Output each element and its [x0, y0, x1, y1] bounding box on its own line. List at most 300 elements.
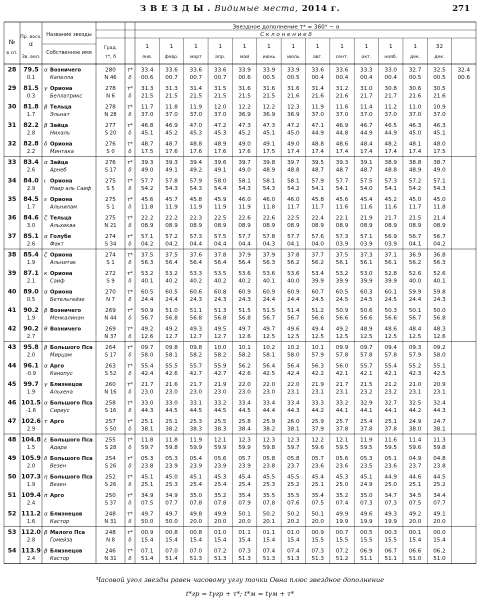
row-tau-value: 53.2 — [335, 271, 349, 278]
row-star-name: Возничего — [50, 67, 82, 74]
row-alpha: 79.5 — [23, 66, 39, 74]
row-tau-sym: τ* — [127, 345, 133, 352]
row-delta-sym: δ — [128, 204, 132, 211]
row-dec-value: 44.3 — [140, 408, 154, 415]
row-dec-value: 59.5 — [335, 445, 349, 452]
row-dec-value: 04.2 — [433, 241, 446, 248]
row-grad-dec: S 20 — [104, 130, 117, 137]
row-tau-value: 33.1 — [189, 400, 203, 407]
row-proper-name: Везен — [50, 482, 67, 489]
month-day-5: 1 — [267, 44, 271, 50]
row-tau-value: 00.8 — [189, 530, 203, 537]
row-tau-value: 30.6 — [408, 86, 422, 93]
row-tau-value: 32.9 — [360, 400, 373, 407]
row-dec-value: 49.1 — [214, 167, 227, 174]
row-tau-value: 05.6 — [335, 456, 349, 463]
row-dec-value: 48.7 — [360, 167, 373, 174]
row-dec-value: 12.5 — [335, 334, 349, 341]
row-dec-value: 15.4 — [287, 537, 300, 544]
row-dec-value: 48.8 — [384, 167, 397, 174]
row-dec-value: 21.6 — [433, 93, 446, 100]
row-dec-value: 42.5 — [433, 371, 446, 378]
row-tau-value: 45.8 — [189, 197, 203, 204]
row-dec-value: 17.4 — [335, 149, 349, 156]
row-dec-value: 25.1 — [408, 482, 422, 489]
row-proper-name: Канопус — [50, 371, 73, 378]
row-dec-value: 07.4 — [335, 500, 349, 507]
row-tau-value: 22.6 — [238, 215, 251, 222]
row-grad-tau: 274 — [105, 252, 116, 259]
row-dec-value: 04.0 — [311, 241, 324, 248]
row-tau-value: 58.1 — [238, 178, 251, 185]
row-star-name: Возничего — [50, 326, 82, 333]
row-tau-value: 35.4 — [238, 493, 251, 500]
row-number: 33 — [7, 159, 17, 167]
row-dec-value: 17.6 — [165, 149, 178, 156]
row-magnitude: -1.6 — [25, 408, 37, 415]
row-tau-value: 33.0 — [165, 400, 178, 407]
row-dec-value: 38.2 — [165, 426, 178, 433]
month-day-0: 1 — [145, 44, 149, 50]
row-tau-value: 39.6 — [214, 160, 227, 167]
row-number: 52 — [7, 510, 17, 518]
row-alpha: 81.8 — [23, 103, 39, 111]
row-grad-dec: N 31 — [104, 519, 117, 526]
row-grad-tau: 278 — [105, 86, 116, 93]
row-dec-value: 21.5 — [238, 93, 251, 100]
row-dec-value: 00.6 — [140, 75, 154, 82]
row-dec-value: 25.1 — [311, 482, 324, 489]
row-number: 34 — [7, 177, 17, 185]
row-tau-value: 58.1 — [287, 178, 300, 185]
row-magnitude: 1.9 — [26, 315, 36, 322]
row-tau-value: 20.9 — [433, 382, 446, 389]
row-dec-value: 00.7 — [189, 75, 203, 82]
row-tau-value: 35.2 — [214, 493, 227, 500]
row-tau-value: 09.8 — [189, 345, 203, 352]
row-number: 32 — [7, 140, 17, 148]
row-dec-value: 44.5 — [165, 408, 178, 415]
row-dec-value: 04.3 — [262, 241, 276, 248]
row-dec-value: 08.9 — [311, 223, 324, 230]
row-dec-value: 49.1 — [165, 167, 178, 174]
row-tau-value: 50.2 — [287, 511, 300, 518]
row-grad-tau: 248 — [105, 530, 116, 537]
row-tau-value: 45.3 — [214, 474, 227, 481]
month-name-7: авг. — [312, 55, 323, 60]
row-tau-value: 24.7 — [433, 419, 446, 426]
row-dec-value: 24.4 — [140, 297, 154, 304]
row-grad-dec: S 1 — [106, 260, 115, 267]
row-number: 37 — [7, 233, 17, 241]
row-dec-value: 42.1 — [360, 371, 373, 378]
row-tau-value: 57.3 — [335, 234, 349, 241]
row-dec-value: 07.9 — [238, 500, 251, 507]
row-dec-value: 58.1 — [165, 352, 178, 359]
row-dec-value: 51.0 — [408, 556, 422, 563]
row-dec-value: 42.4 — [287, 371, 300, 378]
row-dec-value: 23.8 — [262, 463, 276, 470]
row-dec-value: 17.6 — [214, 149, 227, 156]
row-tau-value: 33.4 — [238, 400, 251, 407]
row-tau-value: 57.1 — [433, 178, 446, 185]
row-proper-name: Бетельгейзе — [50, 297, 85, 304]
row-dec-value: 36.9 — [262, 112, 276, 119]
row-dec-value: 56.7 — [287, 315, 300, 322]
row-tau-value: 11.9 — [311, 104, 324, 111]
row-grad-tau: 269 — [105, 326, 116, 333]
row-number: 46 — [7, 399, 17, 407]
row-dec-value: 15.4 — [262, 537, 276, 544]
row-dec-value: 07.5 — [408, 500, 422, 507]
month-name-8: сент. — [335, 55, 349, 60]
row-dec-value: 15.4 — [238, 537, 251, 544]
row-dec-value: 00.5 — [287, 75, 300, 82]
row-dec-value: 07.7 — [433, 500, 446, 507]
row-bayer-symbol: α — [44, 363, 48, 370]
row-grad-dec: N 16 — [104, 389, 117, 396]
row-dec-value: 15.5 — [335, 537, 349, 544]
row-tau-value: 58.1 — [262, 178, 276, 185]
month-name-5: июнь — [262, 55, 276, 60]
row-delta-sym: δ — [128, 500, 132, 507]
row-dec-value: 15.5 — [311, 537, 324, 544]
row-magnitude: 3.0 — [26, 223, 36, 230]
row-tau-value: 57.2 — [408, 178, 422, 185]
row-dec-value: 39.9 — [360, 278, 373, 285]
row-tau-value: 59.8 — [433, 289, 446, 296]
row-star-name: Ориона — [50, 289, 73, 296]
row-tau-value: 45.0 — [433, 197, 446, 204]
row-dec-value: 11.7 — [311, 204, 324, 211]
row-dec-value: 04.4 — [189, 241, 203, 248]
row-dec-value: 00.4 — [335, 75, 349, 82]
row-tau-value: 11.9 — [189, 437, 203, 444]
col-header-magnitude: Зв. вел. — [21, 55, 41, 60]
row-tau-value: 33.2 — [335, 400, 349, 407]
row-tau-value: 33.6 — [189, 67, 203, 74]
row-dec-value: 50.0 — [165, 519, 178, 526]
row-dec-value: 15.4 — [433, 537, 446, 544]
row-tau-value: 21.7 — [140, 382, 154, 389]
row-tau-value: 12.3 — [238, 437, 251, 444]
row-tau-value: 06.6 — [408, 548, 422, 555]
row-bayer-symbol: β — [44, 345, 48, 352]
row-dec-value: 23.1 — [335, 389, 349, 396]
row-tau-value: 39.5 — [311, 160, 324, 167]
row-tau-value: 57.5 — [360, 178, 373, 185]
row-dec-value: 00.7 — [214, 75, 227, 82]
row-dec-value: 21.5 — [262, 93, 276, 100]
row-dec-value: 56.3 — [433, 260, 446, 267]
row-tau-value: 34.7 — [384, 493, 397, 500]
row-alpha: 95.8 — [23, 344, 39, 352]
row-dec-value: 08.9 — [335, 223, 349, 230]
row-dec-value: 12.5 — [311, 334, 324, 341]
row-tau-value: 25.1 — [140, 419, 154, 426]
row-dec-value: 12.7 — [189, 334, 203, 341]
row-bayer-symbol: θ — [44, 326, 48, 333]
row-tau-value: 45.6 — [140, 197, 154, 204]
row-dec-value: 56.2 — [311, 260, 324, 267]
row-tau-value: 60.7 — [311, 289, 324, 296]
row-tau-value: 45.4 — [311, 474, 324, 481]
row-tau-sym: τ* — [127, 67, 133, 74]
row-dec-value: 17.6 — [189, 149, 203, 156]
row-tau-value: 38.9 — [384, 160, 397, 167]
row-dec-value: 23.7 — [408, 463, 422, 470]
row-tau-value: 37.6 — [189, 252, 203, 259]
row-tau-value: 45.5 — [287, 474, 300, 481]
row-tau-value: 51.1 — [189, 308, 203, 315]
row-tau-value: 11.9 — [360, 437, 373, 444]
month-day-6: 1 — [291, 44, 296, 50]
row-dec-value: 56.8 — [433, 315, 446, 322]
row-dec-value: 25.3 — [165, 482, 178, 489]
row-tau-value: 01.1 — [262, 530, 276, 537]
row-tau-value: 36.9 — [408, 252, 422, 259]
row-tau-value: 22.1 — [335, 215, 349, 222]
row-tau-value: 25.8 — [238, 419, 251, 426]
row-grad-dec: N 44 — [104, 315, 117, 322]
row-tau-value: 57.7 — [238, 234, 251, 241]
row-dec-value: 40.2 — [238, 278, 251, 285]
row-dec-value: 42.1 — [384, 371, 397, 378]
row-dec-value: 58.2 — [189, 352, 203, 359]
row-proper-name: Альхена — [50, 389, 73, 396]
row-tau-value: 49.7 — [165, 511, 178, 518]
row-dec-value: 51.3 — [287, 556, 300, 563]
row-proper-name: Менкалинан — [50, 315, 85, 322]
row-proper-name: Факт — [50, 241, 64, 248]
row-tau-value: 11.9 — [189, 104, 203, 111]
row-dec-value: 24.5 — [360, 297, 373, 304]
row-tau-value: 60.9 — [287, 289, 300, 296]
row-dec-value: 54.3 — [238, 186, 251, 193]
row-dec-value: 25.4 — [214, 482, 227, 489]
row-tau-value: 55.1 — [433, 363, 446, 370]
row-dec-value: 23.0 — [262, 389, 276, 396]
row-dec-value: 15.4 — [214, 537, 227, 544]
row-dec-value: 21.5 — [140, 93, 154, 100]
row-tau-value: 45.7 — [165, 197, 178, 204]
row-tau-value: 46.3 — [433, 123, 446, 130]
row-dec-value: 12.5 — [384, 334, 397, 341]
row-grad-tau: 258 — [105, 400, 116, 407]
row-proper-name: Кастор — [50, 556, 70, 563]
row-dec-value: 07.8 — [214, 500, 227, 507]
row-delta-sym: δ — [128, 93, 132, 100]
row-dec-value: 17.6 — [238, 149, 251, 156]
row-tau-value: 50.9 — [335, 308, 349, 315]
month-name-11: дек. — [409, 55, 421, 60]
row-dec-value: 40.0 — [408, 278, 422, 285]
row-grad-dec: N 37 — [104, 334, 117, 341]
row-dec-value: 58.2 — [238, 352, 251, 359]
row-dec-value: 04.1 — [287, 241, 300, 248]
row-tau-sym: τ* — [127, 234, 133, 241]
row-dec-value: 11.7 — [287, 204, 300, 211]
row-magnitude: 0.1 — [26, 75, 36, 82]
row-delta-sym: δ — [128, 167, 132, 174]
row-number: 41 — [7, 307, 17, 315]
row-tau-value: 31.3 — [165, 86, 178, 93]
row-tau-value: 53.5 — [214, 271, 227, 278]
row-dec-value: 59.8 — [433, 445, 446, 452]
row-dec-value: 00.4 — [311, 75, 324, 82]
row-dec-value: 44.9 — [384, 130, 397, 137]
row-bayer-symbol: κ — [44, 271, 48, 278]
row-dec-value: 50.0 — [140, 519, 154, 526]
row-grad-tau: 264 — [105, 345, 116, 352]
row-tau-value: 49.8 — [189, 511, 203, 518]
month-name-12: дек. — [434, 55, 445, 60]
row-magnitude: 2.6 — [26, 241, 36, 248]
row-tau-sym: τ* — [127, 326, 133, 333]
row-tau-value: 39.4 — [189, 160, 203, 167]
row-dec-value: 56.6 — [311, 315, 324, 322]
row-dec-value: 20.0 — [214, 519, 227, 526]
row-dec-value: 00.6 — [238, 75, 251, 82]
row-tau-value: 35.4 — [311, 493, 324, 500]
row-dec-value: 37.9 — [311, 426, 324, 433]
row-bayer-symbol: ε — [44, 437, 48, 444]
row-dec-value: 21.5 — [189, 93, 203, 100]
row-alpha: 112.0 — [21, 529, 41, 537]
row-dec-value: 11.9 — [189, 204, 203, 211]
row-tau-value: 25.3 — [189, 419, 203, 426]
row-tau-value: 60.5 — [140, 289, 154, 296]
row-grad-dec: S 9 — [106, 278, 115, 285]
row-dec-value: 59.5 — [384, 445, 397, 452]
row-alpha: 82.8 — [23, 140, 39, 148]
row-tau-value: 49.0 — [238, 141, 251, 148]
row-dec-value: 17.4 — [311, 149, 324, 156]
row-tau-value: 11.6 — [335, 104, 349, 111]
row-tau-value: 22.5 — [214, 215, 227, 222]
row-dec-value: 56.6 — [335, 315, 349, 322]
row-tau-sym: τ* — [127, 493, 133, 500]
row-tau-value: 12.3 — [287, 437, 300, 444]
row-alpha: 84.0 — [23, 177, 39, 185]
row-bayer-symbol: δ — [44, 141, 48, 148]
row-bayer-symbol: β — [44, 308, 48, 315]
row-tau-value: 57.5 — [214, 234, 227, 241]
row-proper-name: Капелла — [50, 75, 74, 82]
month-day-4: 1 — [242, 44, 247, 50]
row-dec-value: 08.9 — [384, 223, 397, 230]
row-tau-value: 05.3 — [140, 456, 154, 463]
row-grad-dec: N 21 — [104, 223, 117, 230]
col-header-addition-title: Звездное дополнение τ* = 360° − α — [232, 24, 340, 31]
row-tau-value: 06.7 — [384, 548, 397, 555]
row-delta-sym: δ — [128, 371, 132, 378]
row-proper-name: Беллатрикс — [50, 93, 83, 100]
row-tau-value: 31.3 — [140, 86, 154, 93]
row-tau-value: 36.8 — [433, 252, 446, 259]
row-tau-value: 25.1 — [165, 419, 178, 426]
row-star-name: Ориона — [50, 178, 73, 185]
row-tau-value: 04.8 — [433, 456, 446, 463]
row-tau-value: 53.6 — [287, 271, 300, 278]
row-dec-value: 37.8 — [384, 426, 397, 433]
row-dec-value: 03.9 — [384, 241, 397, 248]
row-number: 42 — [7, 325, 17, 333]
row-dec-value: 24.5 — [335, 297, 349, 304]
row-tau-value: 33.6 — [335, 67, 349, 74]
row-tau-value: 49.2 — [335, 326, 349, 333]
row-tau-sym: τ* — [127, 456, 133, 463]
row-tau-value: 11.8 — [140, 437, 154, 444]
row-dec-value: 15.4 — [408, 537, 422, 544]
row-tau-value: 48.0 — [433, 141, 446, 148]
row-tau-value: 12.1 — [335, 437, 349, 444]
row-tau-value: 09.7 — [360, 345, 373, 352]
row-tau-value: 47.0 — [189, 123, 203, 130]
row-tau-value: 46.8 — [140, 123, 154, 130]
row-number: 44 — [7, 362, 17, 370]
row-dec-value: 48.9 — [262, 167, 276, 174]
row-tau-value: 05.7 — [238, 456, 251, 463]
row-dec-value: 25.0 — [335, 482, 349, 489]
row-tau-value: 57.7 — [335, 178, 349, 185]
row-tau-value: 35.0 — [189, 493, 203, 500]
row-tau-value: 07.3 — [238, 548, 251, 555]
row-tau-value: 56.2 — [238, 363, 251, 370]
row-proper-name: Нихаль — [50, 130, 70, 137]
row-tau-value: 49.9 — [335, 511, 349, 518]
row-tau-value: 32.7 — [384, 400, 397, 407]
row-tau-value: 33.3 — [360, 67, 373, 74]
row-alpha: 89.0 — [23, 288, 39, 296]
row-magnitude: 2.4 — [26, 556, 36, 563]
row-dec-value: 44.3 — [433, 408, 446, 415]
row-tau-value: 47.1 — [311, 123, 324, 130]
row-dec-value: 42.7 — [214, 371, 227, 378]
row-dec-value: 11.8 — [140, 204, 154, 211]
row-proper-name: Минтака — [50, 149, 74, 156]
row-tau-value: 56.9 — [384, 234, 397, 241]
row-dec-value: 51.2 — [335, 556, 349, 563]
row-tau-value: 57.1 — [360, 234, 373, 241]
row-dec-value: 24.4 — [408, 297, 422, 304]
row-dec-value: 45.1 — [140, 130, 154, 137]
row-tau-value: 60.6 — [189, 289, 203, 296]
row-dec-value: 44.1 — [335, 408, 349, 415]
row-tau-value: 53.2 — [165, 271, 178, 278]
row-dec-value: 56.6 — [384, 315, 397, 322]
row-dec-value: 23.6 — [311, 463, 324, 470]
row-tau-value: 32.4 — [457, 67, 471, 74]
row-star-name: Ориона — [50, 86, 73, 93]
row-dec-value: 11.6 — [360, 204, 373, 211]
row-star-name: Близнецов — [50, 382, 83, 389]
row-delta-sym: δ — [128, 241, 132, 248]
row-tau-sym: τ* — [127, 86, 133, 93]
row-dec-value: 51.4 — [140, 556, 154, 563]
row-dec-value: 54.3 — [433, 186, 446, 193]
row-number: 54 — [7, 547, 17, 555]
row-bayer-symbol: ε — [44, 197, 48, 204]
row-dec-value: 04.4 — [238, 241, 251, 248]
row-tau-value: 12.3 — [262, 437, 276, 444]
row-tau-value: 55.4 — [384, 363, 397, 370]
row-dec-value: 59.7 — [140, 445, 154, 452]
row-dec-value: 08.9 — [360, 223, 373, 230]
row-dec-value: 38.3 — [214, 426, 227, 433]
row-tau-value: 12.0 — [214, 104, 227, 111]
row-tau-value: 21.7 — [335, 382, 349, 389]
